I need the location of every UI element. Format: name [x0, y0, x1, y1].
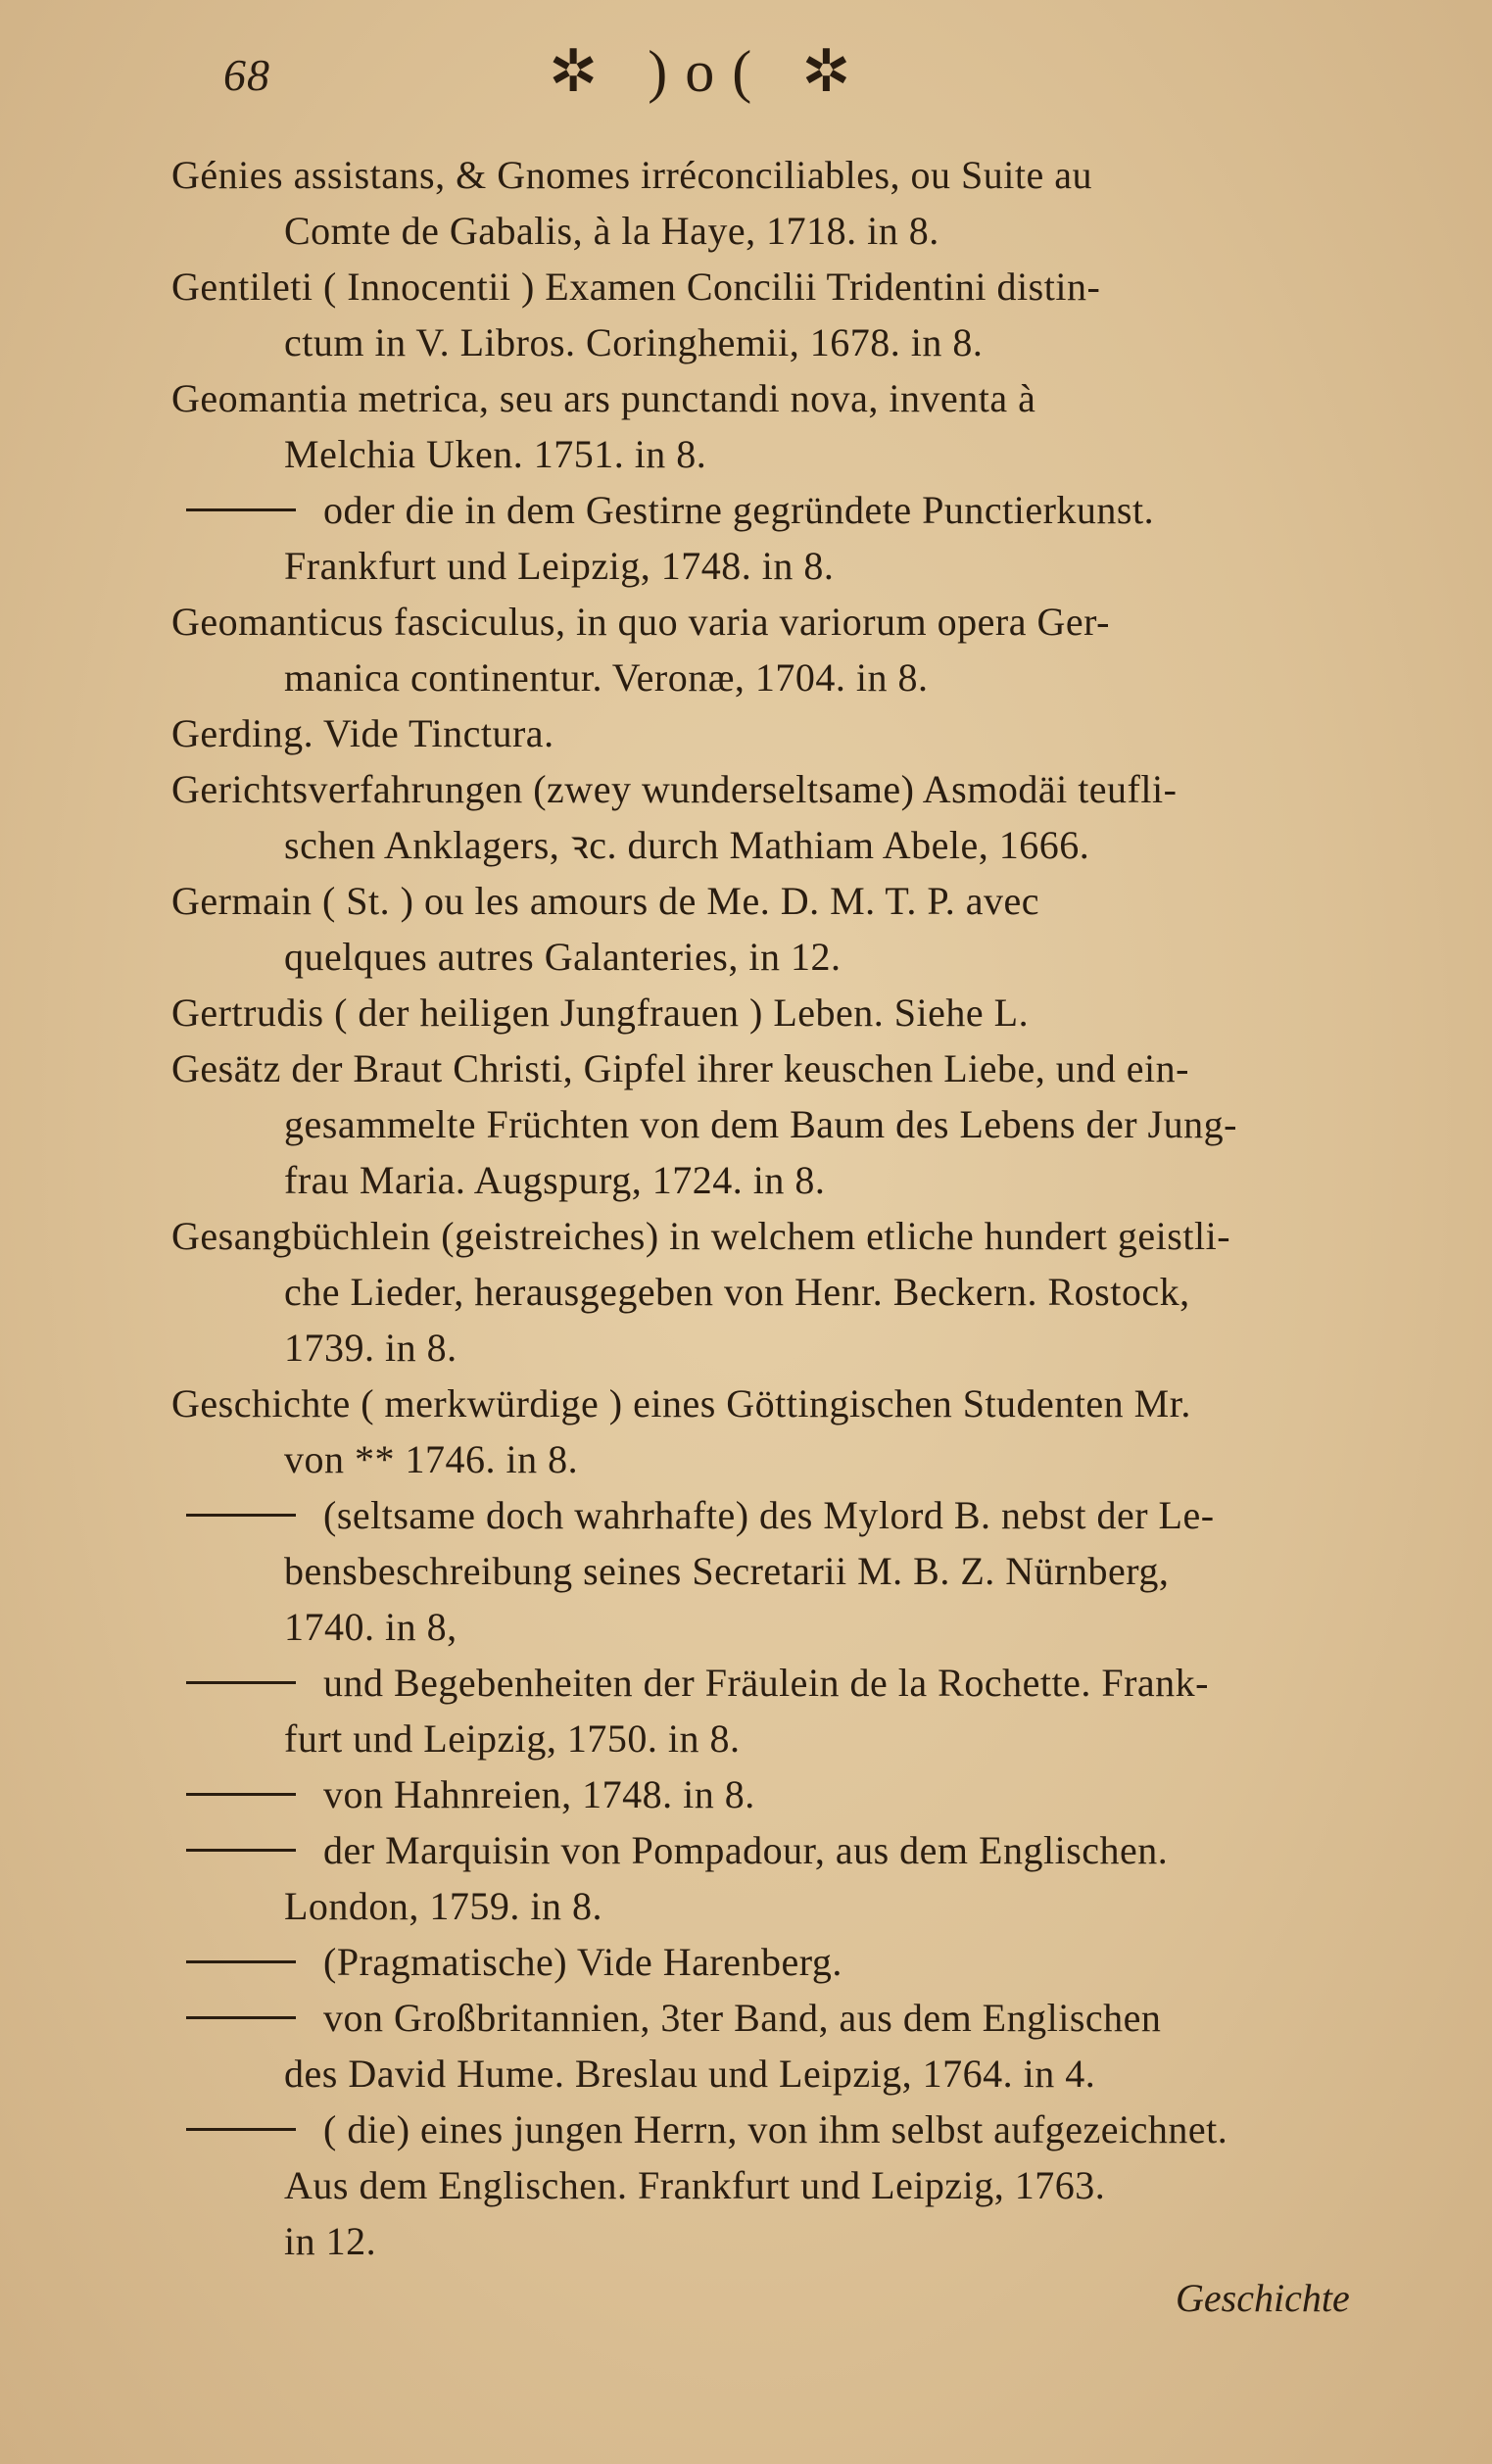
header-ornament: ✲ )o( ✲	[549, 39, 869, 104]
entry-line: frau Maria. Augspurg, 1724. in 8.	[284, 1158, 826, 1202]
entry-line: Comte de Gabalis, à la Haye, 1718. in 8.	[284, 209, 939, 253]
entry-line: 1740. in 8,	[284, 1605, 457, 1649]
entry-line: Melchia Uken. 1751. in 8.	[284, 432, 707, 476]
entry-line: gesammelte Früchten von dem Baum des Lebens der Jung-	[284, 1102, 1237, 1146]
entry-line: Gesätz der Braut Christi, Gipfel ihrer keuschen Liebe, und ein-	[171, 1046, 1189, 1090]
entry-line: der Marquisin von Pompadour, aus dem Englischen.	[186, 1827, 1168, 1874]
ditto-dash	[186, 1793, 296, 1796]
catchword: Geschichte	[1176, 2276, 1350, 2320]
entry-line: (seltsame doch wahrhafte) des Mylord B. nebst der Le-	[186, 1492, 1215, 1539]
entry-line: Geschichte ( merkwürdige ) eines Göttingischen Studenten Mr.	[171, 1381, 1191, 1425]
entry-line: Geomantia metrica, seu ars punctandi nova, inventa à	[171, 376, 1036, 420]
entry-line: oder die in dem Gestirne gegründete Punctierkunst.	[186, 487, 1154, 534]
entry-line: Gerding. Vide Tinctura.	[171, 711, 554, 755]
entry-line: Aus dem Englischen. Frankfurt und Leipzig, 1763.	[284, 2163, 1106, 2207]
entry-line: Geomanticus fasciculus, in quo varia variorum opera Ger-	[171, 600, 1110, 644]
ditto-dash	[186, 1681, 296, 1684]
entry-line: manica continentur. Veronæ, 1704. in 8.	[284, 655, 929, 700]
entry-line: (Pragmatische) Vide Harenberg.	[186, 1939, 842, 1986]
entry-line: ctum in V. Libros. Coringhemii, 1678. in 8.	[284, 320, 984, 364]
ditto-dash	[186, 508, 296, 511]
ditto-dash	[186, 1960, 296, 1963]
entry-line: che Lieder, herausgegeben von Henr. Beckern. Rostock,	[284, 1270, 1190, 1314]
ditto-dash	[186, 2128, 296, 2131]
entry-line: Frankfurt und Leipzig, 1748. in 8.	[284, 544, 835, 588]
entry-line: von Großbritannien, 3ter Band, aus dem Englischen	[186, 1995, 1161, 2042]
entry-line: von ** 1746. in 8.	[284, 1437, 579, 1481]
entry-line: schen Anklagers, ꝛc. durch Mathiam Abele, 1666.	[284, 823, 1090, 867]
ditto-dash	[186, 2016, 296, 2019]
page-header	[0, 37, 1492, 116]
page-number: 68	[223, 50, 270, 100]
entry-line: ( die) eines jungen Herrn, von ihm selbst aufgezeichnet.	[186, 2106, 1227, 2153]
entry-line: 1739. in 8.	[284, 1326, 457, 1370]
entry-line: von Hahnreien, 1748. in 8.	[186, 1771, 755, 1818]
ditto-dash	[186, 1849, 296, 1852]
entry-line: quelques autres Galanteries, in 12.	[284, 935, 842, 979]
entry-line: London, 1759. in 8.	[284, 1884, 603, 1928]
entry-line: Gesangbüchlein (geistreiches) in welchem etliche hundert geistli-	[171, 1214, 1231, 1258]
ditto-dash	[186, 1514, 296, 1517]
entry-line: Génies assistans, & Gnomes irréconciliables, ou Suite au	[171, 153, 1093, 197]
entry-line: in 12.	[284, 2219, 377, 2263]
entry-line: furt und Leipzig, 1750. in 8.	[284, 1716, 741, 1761]
entry-line: und Begebenheiten der Fräulein de la Rochette. Frank-	[186, 1660, 1209, 1707]
entry-line: Gertrudis ( der heiligen Jungfrauen ) Leben. Siehe L.	[171, 990, 1030, 1035]
entry-line: Gerichtsverfahrungen (zwey wunderseltsame) Asmodäi teufli-	[171, 767, 1178, 811]
entry-line: Gentileti ( Innocentii ) Examen Concilii Tridentini distin-	[171, 265, 1101, 309]
entry-line: des David Hume. Breslau und Leipzig, 1764. in 4.	[284, 2052, 1096, 2096]
entry-line: bensbeschreibung seines Secretarii M. B. Z. Nürnberg,	[284, 1549, 1170, 1593]
entry-line: Germain ( St. ) ou les amours de Me. D. M. T. P. avec	[171, 879, 1039, 923]
